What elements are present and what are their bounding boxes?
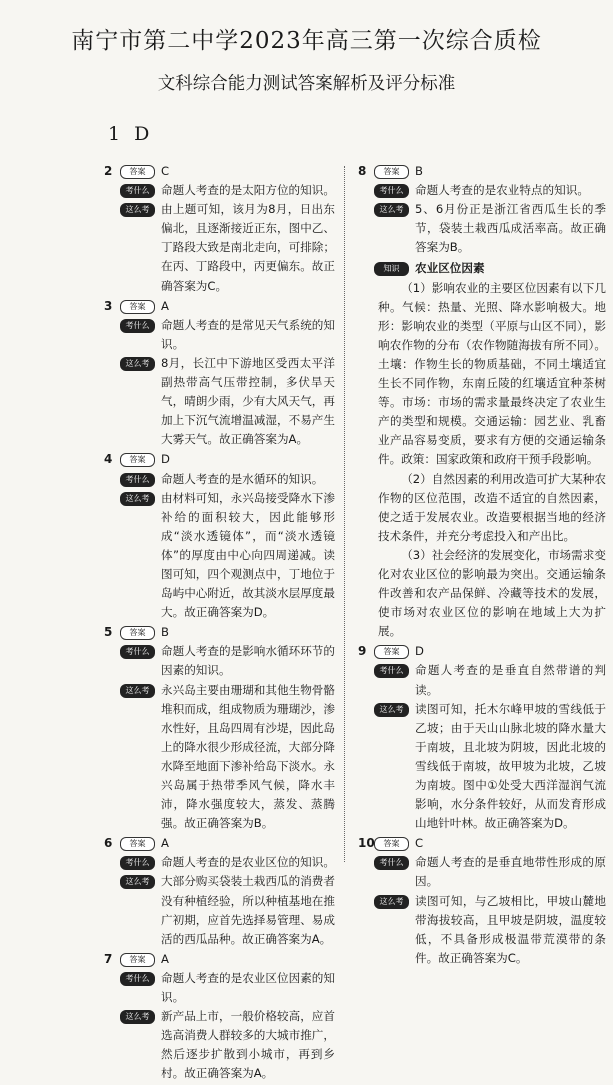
kaoshenme-tag: 考什么 — [120, 184, 155, 198]
answer-value: D — [415, 644, 424, 659]
answer-tag: 答案 — [120, 453, 155, 467]
zenmekao-row — [120, 872, 335, 948]
kaoshenme-text: 命题人考查的是太阳方位的知识。 — [161, 183, 335, 198]
question-number: 6 — [104, 836, 113, 851]
answer-tag: 答案 — [120, 165, 155, 179]
question-9 — [354, 642, 606, 833]
question-number: 5 — [104, 625, 113, 640]
zenmekao-tag: 这么考 — [120, 875, 155, 889]
answer-row — [120, 834, 335, 853]
kaoshenme-text: 命题人考查的是农业区位因素的知识。 — [161, 970, 335, 1005]
kaoshenme-text: 命题人考查的是垂直自然带谱的判读。 — [415, 663, 606, 697]
zenmekao-text: 由上题可知，该月为8月，日出东偏北，且逐渐接近正东，图中乙、丁路段大致是南北走向，可排除；在丙、丁路段中，丙更偏东。故正确答案为C。 — [161, 202, 335, 293]
zenmekao-text: 永兴岛主要由珊瑚和其他生物骨骼堆积而成，组成物质为珊瑚沙，渗水性好，且岛四周有沙堤，因此岛上的降水很少形成径流，大部分降水降至地面下渗补给岛下淡水。永兴岛属于热带季风气候，降水丰沛，降水强度较大，蒸发、蒸腾强。故正确答案为B。 — [161, 682, 335, 831]
zenmekao-tag: 这么考 — [374, 703, 409, 717]
answer-row — [374, 162, 606, 181]
zenmekao-tag: 这么考 — [374, 203, 409, 217]
zhishi-paragraph: （2）自然因素的利用改造可扩大某种农作物的区位范围，改造不适宜的自然因素，使之适于发展农业。改造要根据当地的经济技术条件，并充分考虑投入和产出比。 — [378, 471, 606, 543]
answer-tag: 答案 — [374, 645, 409, 659]
zenmekao-tag: 这么考 — [120, 492, 155, 506]
page-subtitle: 文科综合能力测试答案解析及评分标准 — [157, 74, 456, 94]
kaoshenme-tag: 考什么 — [120, 972, 155, 986]
answer-row — [120, 450, 335, 469]
zenmekao-text: 5、6月份正是浙江省西瓜生长的季节，袋装土栽西瓜成活率高。故正确答案为B。 — [415, 202, 606, 255]
zenmekao-text: 读图可知，托木尔峰甲坡的雪线低于乙坡；由于天山山脉北坡的降水量大于南坡，且北坡为阴坡，因此北坡的雪线低于南坡，故甲坡为北坡，乙坡为南坡。图中①处受大西洋湿润气流影响，水分条件较好，从而发育形成山地针叶林。故正确答案为D。 — [415, 701, 606, 831]
kaoshenme-text: 命题人考查的是农业特点的知识。 — [415, 183, 589, 198]
zhishi-paragraph: （1）影响农业的主要区位因素有以下几种。气候：热量、光照、降水影响极大。地形：影响农业的类型（平原与山区不同），影响农作物的分布（农作物随海拔有所不同）。土壤：作物生长的物质基础，不同土壤适宜生长不同作物，东南丘陵的红壤适宜种茶树等。市场：市场的需求量最终决定了农业生产的类型和规模。交通运输：园艺业、乳畜业产品容易变质，要求有方便的交通运输条件。政策：国家政策和政府干预手段影响。 — [378, 280, 606, 467]
zenmekao-text: 由材料可知，永兴岛接受降水下渗补给的面积较大，因此能够形成“淡水透镜体”，而“淡水透镜体”的厚度由中心向四周递减。读图可知，四个观测点中，丁地位于岛屿中心附近，故其淡水层厚度最大。故正确答案为D。 — [161, 490, 335, 620]
answer-row — [120, 623, 335, 642]
zenmekao-row — [374, 200, 606, 257]
answer-tag: 答案 — [120, 300, 155, 314]
answer-tag: 答案 — [120, 953, 155, 967]
kaoshenme-tag: 考什么 — [374, 664, 409, 678]
zenmekao-row — [120, 1007, 335, 1083]
column-divider — [344, 166, 345, 862]
question-3 — [100, 297, 335, 450]
answer-value: A — [161, 298, 169, 313]
zhishi-title: 农业区位因素 — [415, 261, 485, 276]
zenmekao-text: 大部分购买袋装土栽西瓜的消费者没有种植经验，所以种植基地在推广初期，应首先选择易管理、易成活的西瓜品种。故正确答案为A。 — [161, 874, 335, 946]
question-5 — [100, 623, 335, 833]
kaoshenme-row — [374, 181, 606, 200]
answer-row — [374, 642, 606, 661]
question-2 — [100, 162, 335, 296]
question-number: 7 — [104, 951, 113, 966]
left-column — [100, 162, 335, 1085]
question-8 — [354, 162, 606, 641]
right-column — [354, 162, 606, 969]
answer-tag: 答案 — [120, 837, 155, 851]
kaoshenme-row — [120, 642, 335, 680]
question-1-choice: D — [134, 123, 164, 145]
kaoshenme-tag: 考什么 — [120, 856, 155, 870]
kaoshenme-row — [120, 181, 335, 200]
question-10 — [354, 834, 606, 968]
kaoshenme-row — [374, 661, 606, 699]
question-6 — [100, 834, 335, 949]
answer-value: D — [161, 452, 170, 467]
kaoshenme-text: 命题人考查的是影响水循环环节的因素的知识。 — [161, 644, 335, 678]
zenmekao-text: 读图可知，与乙坡相比，甲坡山麓地带海拔较高，且甲坡是阴坡，温度较低，不具备形成极温带荒漠带的条件。故正确答案为C。 — [415, 893, 606, 965]
kaoshenme-text: 命题人考查的是垂直地带性形成的原因。 — [415, 855, 606, 889]
zenmekao-tag: 这么考 — [374, 895, 409, 909]
question-4 — [100, 450, 335, 622]
answer-value: C — [161, 164, 170, 178]
answer-tag: 答案 — [120, 626, 155, 640]
zenmekao-row — [120, 200, 335, 295]
answer-value: A — [161, 836, 169, 851]
zenmekao-row — [374, 892, 606, 968]
question-number: 4 — [104, 452, 113, 467]
kaoshenme-row — [374, 853, 606, 891]
kaoshenme-row — [120, 470, 335, 489]
page-title: 南宁市第二中学2023年高三第一次综合质检 — [71, 28, 542, 54]
zenmekao-tag: 这么考 — [120, 203, 155, 217]
answer-value: A — [161, 951, 169, 966]
question-number: 3 — [104, 298, 113, 313]
kaoshenme-tag: 考什么 — [374, 184, 409, 198]
zenmekao-row — [374, 700, 606, 834]
answer-tag: 答案 — [374, 165, 409, 179]
zenmekao-row — [120, 489, 335, 623]
zenmekao-row — [120, 354, 335, 449]
zhishi-heading — [374, 259, 606, 278]
zenmekao-text: 8月，长江中下游地区受西太平洋副热带高气压带控制，多伏旱天气，晴朗少雨，少有大风天气，再加上下沉气流增温减湿，不易产生大雾天气。故正确答案为A。 — [161, 355, 335, 447]
zenmekao-row — [120, 681, 335, 834]
question-1-number: 1 — [108, 123, 135, 145]
zenmekao-tag: 这么考 — [120, 684, 155, 698]
question-number: 10 — [358, 836, 375, 851]
answer-row — [120, 162, 335, 181]
zenmekao-text: 新产品上市，一般价格较高，应首选高消费人群较多的大城市推广，然后逐步扩散到小城市，再到乡村。故正确答案为A。 — [161, 1009, 335, 1081]
kaoshenme-row — [120, 316, 335, 354]
answer-value: B — [415, 164, 423, 178]
kaoshenme-row — [120, 969, 335, 1007]
answer-tag: 答案 — [374, 837, 409, 851]
question-number: 8 — [358, 164, 367, 178]
zenmekao-tag: 这么考 — [120, 357, 155, 371]
kaoshenme-tag: 考什么 — [120, 645, 155, 659]
zenmekao-tag: 这么考 — [120, 1010, 155, 1024]
kaoshenme-text: 命题人考查的是农业区位的知识。 — [161, 855, 335, 870]
answer-row — [120, 950, 335, 969]
question-number: 2 — [104, 164, 113, 178]
zhishi-tag: 知识 — [374, 262, 409, 276]
kaoshenme-row — [120, 853, 335, 872]
kaoshenme-tag: 考什么 — [120, 473, 155, 487]
answer-value: B — [161, 625, 169, 640]
question-7 — [100, 950, 335, 1084]
question-number: 9 — [358, 644, 367, 659]
question-1-answer — [108, 123, 163, 145]
kaoshenme-tag: 考什么 — [374, 856, 409, 870]
answer-row — [120, 297, 335, 316]
zhishi-paragraph: （3）社会经济的发展变化，市场需求变化对农业区位的影响最为突出。交通运输条件改善和农产品保鲜、冷藏等技术的发展，使市场对农业区位的影响在地域上大为扩展。 — [378, 547, 606, 639]
right-question-list — [354, 642, 606, 968]
kaoshenme-text: 命题人考查的是水循环的知识。 — [161, 471, 324, 486]
answer-value: C — [415, 836, 424, 851]
answer-row — [374, 834, 606, 853]
kaoshenme-text: 命题人考查的是常见天气系统的知识。 — [161, 317, 335, 351]
kaoshenme-tag: 考什么 — [120, 319, 155, 333]
